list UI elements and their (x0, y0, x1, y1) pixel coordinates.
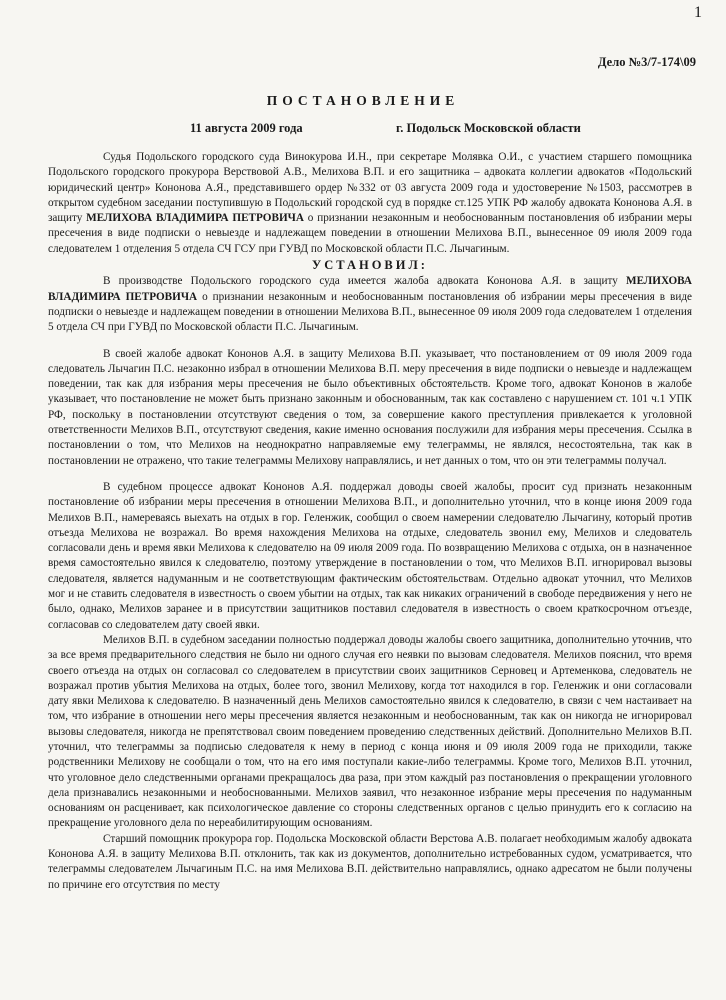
paragraph-2: В своей жалобе адвокат Кононов А.Я. в защиту Мелихова В.П. указывает, что постановлением от 09 июля 2009 года следователь Лычагин П.С. незаконно избрал в отношении Мелихова В.П. меру пресечения в виде подписки о невыезде и надлежащем поведении, так как для избрания меры пресечения не было объективных обстоятельств. Кроме того, адвокат Кононов в жалобе указывает, что постановление не может быть признано законным и обоснованным, так как составлено с нарушением ст. 101 ч.1 УПК РФ, поскольку в постановлении отсутствуют сведения о том, за совершение какого преступления привлекается к уголовной ответственности Мелихов В.П., отсутствуют сведения, какие именно основания послужили для избрания меры пресечения. Ссылка в постановлении о том, что Мелихов на неоднократно направляемые ему телеграммы, не являлся, несостоятельна, так как в постановлении не отражено, что такие телеграммы Мелихову направлялись, и нет данных о том, что он эти телеграммы получал. (48, 347, 692, 467)
document-body (48, 150, 692, 893)
document-title: ПОСТАНОВЛЕНИЕ (266, 93, 460, 108)
paragraph-5: Старший помощник прокурора гор. Подольска Московской области Верстова А.В. полагает необходимым жалобу адвоката Кононова А.Я. в защиту Мелихова В.П. отклонить, так как из документов, дополнительно истребованных судом, усматривается, что телеграммы следователем Лычагиным П.С. на имя Мелихова В.П. действительно направлялись, однако адресатом не были получены по причине его отсутствия по месту (48, 832, 692, 891)
page-number: 1 (694, 4, 702, 21)
intro-text-1: Судья Подольского городского суда Винокурова И.Н., при секретаре Молявка О.И., с участием старшего помощника Подольского городского прокурора Верствовой А.В., Мелихова В.П. и его защитника – адвоката коллегии адвокатов «Подольский юридический центр» Кононова А.Я., представившего ордер №332 от 03 августа 2009 года и удостоверение №1503, рассмотрев в открытом судебном заседании поступившую в Подольский городской суд в порядке ст.125 УПК РФ жалобу адвоката Кононова А.Я. в защиту (48, 151, 692, 225)
case-number: Дело №3/7-174\09 (597, 55, 696, 69)
paragraph-1-defendant-name: МЕЛИХОВА ВЛАДИМИРА ПЕТРОВИЧА (48, 275, 693, 303)
document-date: 11 августа 2009 года (190, 121, 303, 135)
paragraph-4: Мелихов В.П. в судебном заседании полностью поддержал доводы жалобы своего защитника, дополнительно уточнив, что за все время предварительного следствия не было ни одного случая его неявки по вызовам следователя. Мелихов пояснил, что время своего отъезда на отдых он согласовал со следователем в присутствии своих защитников Серновец и Артеменкова, следователь не возражал против убытия Мелихова на отдых, более того, звонил Мелихову, когда тот находился в гор. Геленжик и они согласовали дату явки Мелихова к следователю. В назначенный день Мелихов самостоятельно явился к следователю, в связи с чем настаивает на том, что избрание в отношении него меры пресечения является незаконным и необоснованным, так как он никогда не игнорировал вызовы следователя, никогда не препятствовал своим поведением проведению следственных действий. Дополнительно Мелихов В.П. уточнил, что телеграммы за подписью следователя к нему в период с конца июня и 09 июля 2009 года не приходили, также родственники Мелихову не сообщали о том, что на его имя поступали какие-либо телеграммы. Кроме того, Мелихов В.П. уточнил, что уголовное дело следственными органами прекращалось два раза, при этом каждый раз постановления о прекращении уголовного дела признавались незаконными и необоснованными. Мелихов заявил, что незаконное избрание меры пресечения по надуманным основаниям он расценивает, как психологическое давление со стороны следственных органов с целью принудить его к согласию на прекращение уголовного дела по нереабилитирующим основаниям. (48, 633, 692, 830)
paragraph-1-text-a: В производстве Подольского городского суда имеется жалоба адвоката Кононова А.Я. в защиту (103, 275, 618, 288)
paragraph-1-text-b: о признании незаконным и необоснованным постановления об избрании меры пресечения в виде подписки о невыезде и надлежащем поведении в отношении Мелихова В.П., вынесенное 09 июля 2009 года следователем 1 отделения 5 отдела СЧ при ГУВД по Московской области П.С. Лычагиным. (48, 290, 692, 334)
intro-text-2: о признании незаконным и необоснованным постановления об избрании меры пресечения в виде подписки о невыезде и надлежащем поведении в отношении Мелихова В.П., вынесенное 09 июля 2009 года следователем 1 отделения 5 отдела СЧ ГСУ при ГУВД по Московской области П.С. Лычагиным. (48, 212, 693, 255)
document-city: г. Подольск Московской области (396, 121, 581, 135)
intro-paragraph (48, 150, 692, 257)
intro-defendant-name: МЕЛИХОВА ВЛАДИМИРА ПЕТРОВИЧА (86, 212, 304, 225)
paragraph-1 (48, 274, 692, 335)
paragraph-3: В судебном процессе адвокат Кононов А.Я. поддержал доводы своей жалобы, просит суд признать незаконным постановление об избрании меры пресечения в отношении Мелихова В.П., и дополнительно уточнил, что в конце июня 2009 года Мелихов В.П., намереваясь выехать на отдых в гор. Геленжик, сообщил о своем намерении следователю Лычагину, который против отъезда Мелихова не возражал. Во время нахождения Мелихова на отдыхе, следователь звонил ему, Мелихов и следователь согласовали день и время явки Мелихова к следователю на 09 июля 2009 года. По возвращению Мелихова с отдыха, он в назначенное время самостоятельно явился к следователю, поэтому утверждение в постановлении о том, что Мелихов В.П. игнорировал вызовы следователя, является надуманным и не соответствующим фактическим обстоятельствам. Отдельно адвокат уточнил, что Мелихов мог и не ставить следователя в известность о своем убытии на отдых, так как никаких ограничений в свободе передвижения у него не было, однако, Мелихов заранее и в присутствии защитников поставил следователя в известность о своем краткосрочном отъезде, согласовав со следователем дату своей явки. (48, 480, 692, 631)
established-heading: УСТАНОВИЛ: (312, 258, 428, 273)
